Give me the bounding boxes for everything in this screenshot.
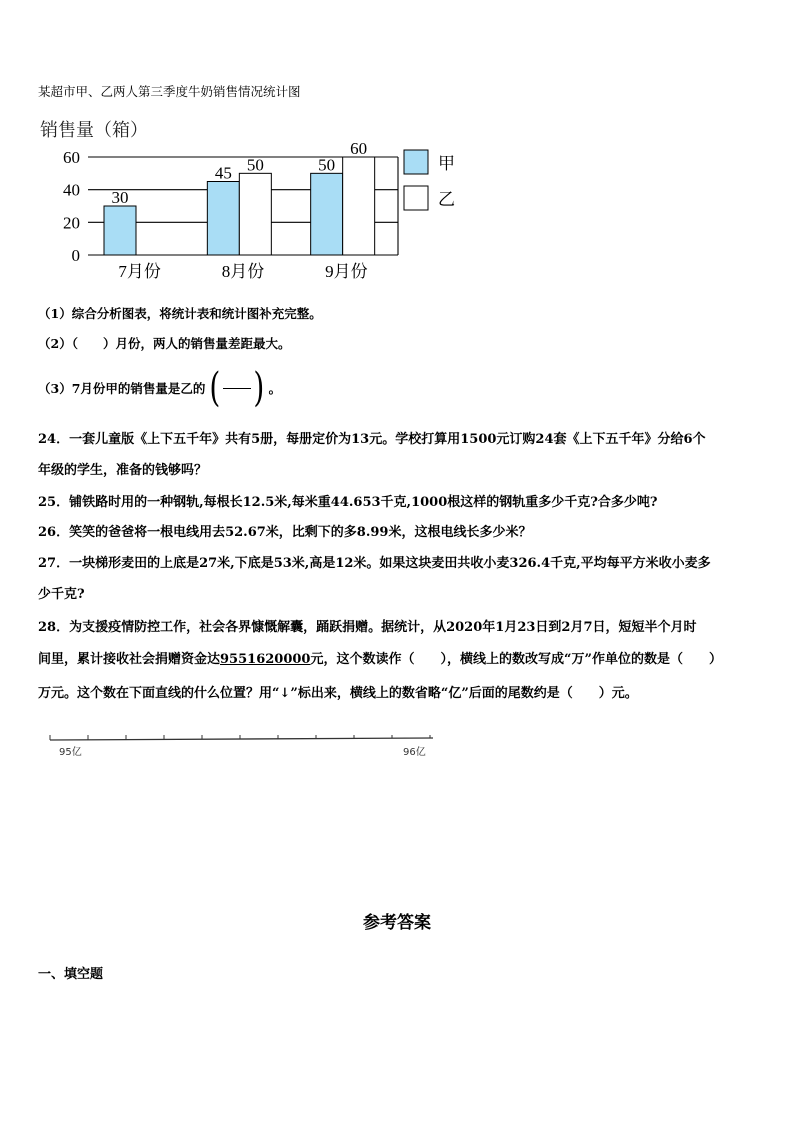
answers-heading: 参考答案 [363,913,431,933]
question-26: 26．笑笑的爸爸将一根电线用去52.67米，比剩下的多8.99米，这根电线长多少米？ [38,525,532,540]
bar [207,182,239,256]
x-tick-label: 9月份 [325,262,368,281]
answers-section: 一、填空题 [38,967,104,982]
x-axis-ticks [118,262,367,281]
data-label: 60 [350,139,368,158]
y-axis-label: 销售量（箱） [40,120,148,140]
question-2: （2）（ ）月份，两人的销售量差距最大。 [38,336,291,351]
question-3-text: （3）7月份甲的销售量是乙的 [38,381,206,396]
question-3-end: 。 [268,381,282,396]
x-tick-label: 8月份 [221,262,265,281]
question-28-line3: 万元。这个数在下面直线的什么位置？用“↓”标出来，横线上的数省略“亿”后面的尾数约是（ ）元。 [38,686,638,701]
fraction-blank[interactable]: ( ) [209,365,265,411]
chart-caption: 某超市甲、乙两人第三季度牛奶销售情况统计图 [38,84,301,99]
bar-chart [30,112,470,287]
question-27-line1: 27．一块梯形麦田的上底是27米,下底是53米,高是12米。如果这块麦田共收小麦326.4千克,平均每平方米收小麦多 [38,556,711,571]
question-24-line2: 年级的学生，准备的钱够吗？ [38,463,208,478]
y-tick-label: 60 [63,148,80,167]
bar [239,173,271,255]
legend-label: 乙 [438,190,455,209]
data-label: 50 [318,155,336,175]
legend-swatch [404,150,428,174]
y-axis-ticks [63,148,80,265]
question-28-line1: 28．为支援疫情防控工作，社会各界慷慨解囊，踊跃捐赠。据统计，从2020年1月23日到2月7日，短短半个月时 [38,620,697,635]
number-line [45,730,440,762]
x-tick-label: 7月份 [118,262,161,281]
question-25: 25．铺铁路时用的一种钢轨,每根长12.5米,每米重44.653千克,1000根这样的钢轨重多少千克?合多少吨? [38,495,658,510]
data-label: 50 [246,155,264,175]
bar [343,157,375,255]
question-27-line2: 少千克? [38,587,85,602]
y-tick-label: 40 [63,180,80,200]
data-label: 45 [214,163,232,183]
number-line-left-label: 95亿 [59,747,82,758]
bar [104,206,136,255]
data-label: 30 [111,188,129,207]
y-tick-label: 0 [71,246,80,265]
question-28-line2: 间里，累计接收社会捐赠资金达9551620000元，这个数读作（ ），横线上的数改写成“万”作单位的数是（ ） [38,652,722,667]
question-3 [38,366,281,410]
legend-label: 甲 [438,154,455,173]
question-1: （1）综合分析图表，将统计表和统计图补充完整。 [38,306,322,321]
legend-swatch [404,186,428,210]
bar [311,173,343,255]
chart-bars [104,139,375,255]
y-tick-label: 20 [63,213,80,233]
donation-amount: 9551620000 [220,652,311,667]
chart-legend [404,150,455,210]
number-line-right-label: 96亿 [403,747,426,758]
question-24-line1: 24．一套儿童版《上下五千年》共有5册，每册定价为13元。学校打算用1500元订购24套《上下五千年》分给6个 [38,432,706,447]
